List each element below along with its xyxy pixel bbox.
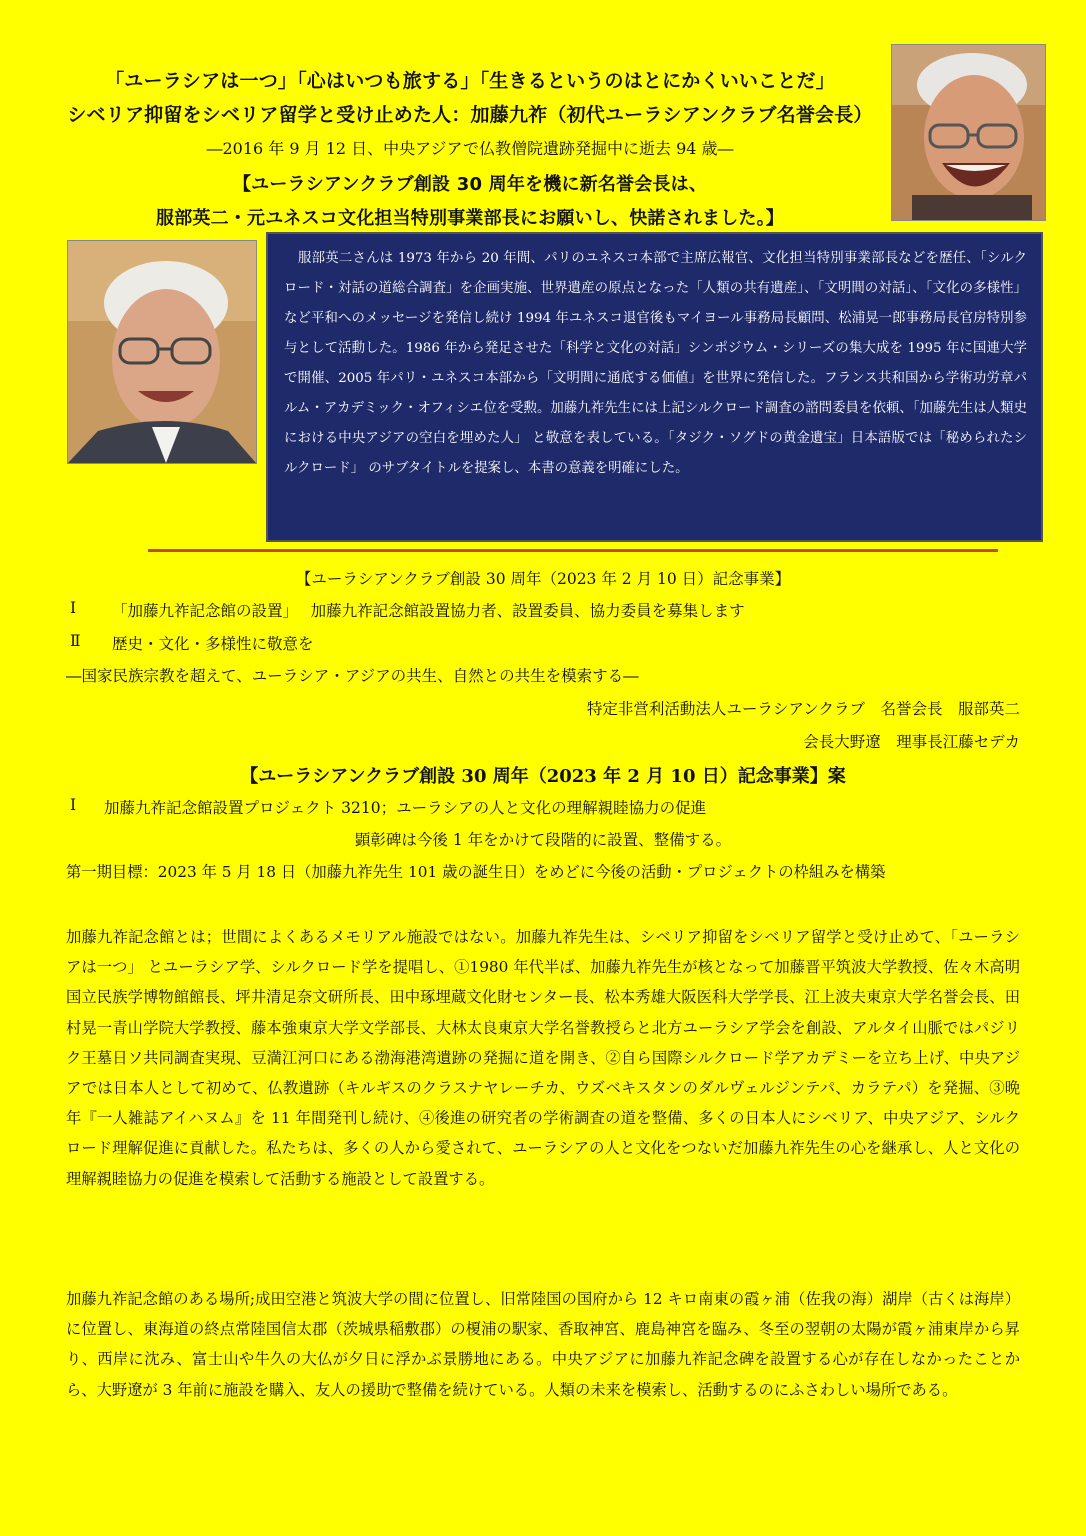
bio-text: 服部英二さんは 1973 年から 20 年間、パリのユネスコ本部で主席広報官、文化担当特別事業部長などを歴任、「シルクロード・対話の道総合調査」を企画実施、世界遺産の原点となった「人類の共有遺産」、「文明間の対話」、「文化の多様性」 など平和へのメッセージを発信し続け 1994 年ユネスコ退官後もマイヨール事務局長顧問、松浦晃一郎事務局長官房特別参与として活動した。1986 年から発足させた「科学と文化の対話」シンポジウム・シリーズの集大成を 1995 年に国連大学で開催、2005 年パリ・ユネスコ本部から「文明間に通底する価値」を世界に発信した。フランス共和国から学術功労章パルム・アカデミック・オフィシエ位を受勲。加藤九祚先生には上記シルクロード調査の諮問委員を依頼、「加藤先生は人類史における中央アジアの空白を埋めた人」 と敬意を表している。「タジク・ソグドの黄金遺宝」日本語版では「秘められたシルクロード」 のサブタイトルを提案し、本書の意義を明確にした。 — [284, 251, 1027, 476]
portrait-photo-hattori — [67, 240, 257, 464]
header-announcement-line1: 【ユーラシアンクラブ創設 30 周年を機に新名誉会長は、 — [232, 174, 708, 195]
portrait-photo-kato — [891, 44, 1046, 221]
header-quote-line: 「ユーラシアは一つ」「心はいつも旅する」「生きるというのはとにかくいいことだ」 — [105, 70, 835, 92]
header-death-line: ―2016 年 9 月 12 日、中央アジアで仏教僧院遺跡発掘中に逝去 94 歳― — [206, 139, 734, 158]
section1-tagline: ―国家民族宗教を超えて、ユーラシア・アジアの共生、自然との共生を模索する― — [66, 667, 639, 685]
section1-item2-number: Ⅱ — [70, 632, 81, 650]
section2-heading: 【ユーラシアンクラブ創設 30 周年（2023 年 2 月 10 日）記念事業】案 — [240, 766, 846, 787]
header-title-line: シベリア抑留をシベリア留学と受け止めた人：加藤九祚（初代ユーラシアンクラブ名誉会長） — [67, 104, 873, 126]
section1-heading: 【ユーラシアンクラブ創設 30 周年（2023 年 2 月 10 日）記念事業】 — [295, 570, 791, 588]
section1-signature-honorary: 特定非営利活動法人ユーラシアンクラブ 名誉会長 服部英二 — [586, 700, 1020, 718]
header-announcement-line2: 服部英二・元ユネスコ文化担当特別事業部長にお願いし、快諾されました。】 — [156, 208, 784, 229]
paragraph-memorial-location: 加藤九祚記念館のある場所;成田空港と筑波大学の間に位置し、旧常陸国の国府から 12 キロ南東の霞ヶ浦（佐我の海）湖岸（古くは海岸）に位置し、東海道の終点常陸国信太郡（茨城県稲敷郡）の榎浦の駅家、香取神宮、鹿島神宮を臨み、冬至の翌朝の太陽が霞ヶ浦東岸から昇り、西岸に沈み、富士山や牛久の大仏が夕日に浮かぶ景勝地にある。中央アジアに加藤九祚記念碑を設置する心が存在しなかったことから、大野遼が 3 年前に施設を購入、友人の援助で整備を続けている。人類の未来を模索し、活動するのにふさわしい場所である。 — [66, 1290, 1021, 1399]
section2-sub: 顕彰碑は今後 1 年をかけて段階的に設置、整備する。 — [354, 831, 732, 849]
section1-item2-text: 歴史・文化・多様性に敬意を — [112, 635, 314, 653]
section1-signature-officers: 会長大野遼 理事長江藤セデカ — [803, 733, 1020, 751]
bio-box — [266, 232, 1043, 542]
section1-item1-text: 「加藤九祚記念館の設置」 加藤九祚記念館設置協力者、設置委員、協力委員を募集します — [112, 602, 745, 620]
section2-item-number: Ⅰ — [70, 796, 77, 814]
divider-rule — [148, 549, 998, 552]
section2-item-text: 加藤九祚記念館設置プロジェクト 3210；ユーラシアの人と文化の理解親睦協力の促進 — [104, 799, 707, 817]
section1-item1-number: Ⅰ — [70, 599, 77, 617]
section2-goal: 第一期目標：2023 年 5 月 18 日（加藤九祚先生 101 歳の誕生日）をめどに今後の活動・プロジェクトの枠組みを構築 — [66, 863, 886, 881]
paragraph-memorial-description: 加藤九祚記念館とは；世間によくあるメモリアル施設ではない。加藤九祚先生は、シベリア抑留をシベリア留学と受け止めて、「ユーラシアは一つ」 とユーラシア学、シルクロード学を提唱し、①1980 年代半ば、加藤九祚先生が核となって加藤晋平筑波大学教授、佐々木高明国立民族学博物館館長、坪井清足奈文研所長、田中琢埋蔵文化財センター長、松本秀雄大阪医科大学学長、江上波夫東京大学名誉会長、田村晃一青山学院大学教授、藤本強東京大学文学部長、大林太良東京大学名誉教授らと北方ユーラシア学会を創設、アルタイ山脈ではパジリク王墓日ソ共同調査実現、豆満江河口にある渤海港湾遺跡の発掘に道を開き、②自ら国際シルクロード学アカデミーを立ち上げ、中央アジアでは日本人として初めて、仏教遺跡（キルギスのクラスナヤレーチカ、ウズベキスタンのダルヴェルジンテパ、カラテパ）を発掘、③晩年『一人雑誌アイハヌム』を 11 年間発刊し続け、④後進の研究者の学術調査の道を整備、多くの日本人にシベリア、中央アジア、シルクロード理解促進に貢献した。私たちは、多くの人から愛されて、ユーラシアの人と文化をつないだ加藤九祚先生の心を継承し、人と文化の理解親睦協力の促進を模索して活動する施設として設置する。 — [66, 928, 1020, 1188]
